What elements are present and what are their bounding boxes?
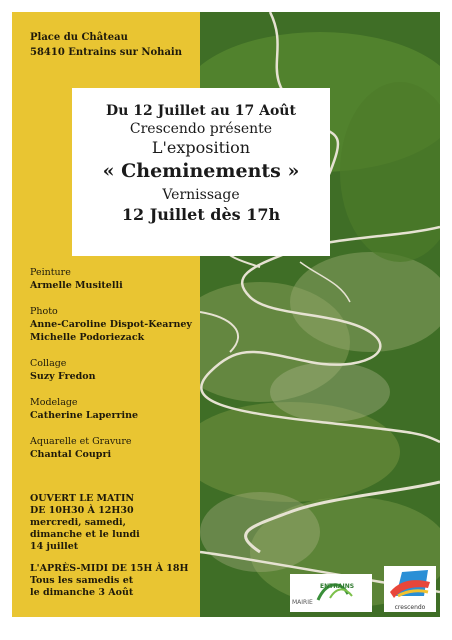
credit-role: Aquarelle et Gravure [30, 436, 132, 447]
address-line-1: Place du Château [30, 32, 128, 43]
credit-role: Collage [30, 358, 67, 369]
credit-collage [30, 357, 198, 383]
artist-credits [30, 266, 198, 474]
credit-role: Photo [30, 306, 58, 317]
credit-painting [30, 266, 198, 292]
vernissage-label: Vernissage [162, 187, 240, 203]
morning-days: mercredi, samedi, [30, 517, 126, 528]
artist-name: Suzy Fredon [30, 371, 96, 382]
crescendo-label: crescendo [394, 604, 426, 611]
morning-days: 14 juillet [30, 541, 79, 552]
crescendo-logo [384, 566, 436, 612]
mairie-entrains-logo [290, 574, 372, 612]
morning-hours [30, 493, 198, 553]
exhibition-intro: L'exposition [151, 138, 251, 157]
crescendo-logo-mark [384, 566, 436, 606]
morning-time: DE 10H30 À 12H30 [30, 505, 134, 516]
presenter-line: Crescendo présente [129, 121, 273, 137]
address-line-2: 58410 Entrains sur Nohain [30, 47, 182, 58]
morning-title: OUVERT LE MATIN [30, 493, 135, 504]
credit-photo [30, 305, 198, 344]
exhibition-name: « Cheminements » [102, 160, 300, 182]
credit-modelage [30, 396, 198, 422]
artist-name: Anne-Caroline Dispot-Kearney [30, 319, 192, 330]
artist-name: Armelle Musitelli [30, 280, 123, 291]
credit-role: Modelage [30, 397, 78, 408]
mairie-logo-mark [290, 574, 372, 612]
mairie-prefix: MAIRIE [292, 599, 313, 606]
credit-role: Peinture [30, 267, 71, 278]
afternoon-title: L'APRÈS-MIDI DE 15H À 18H [30, 563, 189, 574]
afternoon-hours [30, 563, 198, 599]
morning-days: dimanche et le lundi [30, 529, 140, 540]
artist-name: Chantal Coupri [30, 449, 112, 460]
opening-hours [30, 493, 198, 609]
artist-name: Michelle Podoriezack [30, 332, 145, 343]
poster [12, 12, 440, 617]
artist-name: Catherine Laperrine [30, 410, 139, 421]
credit-watercolor [30, 435, 198, 461]
address-block [30, 30, 182, 60]
vernissage-date: 12 Juillet dès 17h [121, 205, 281, 224]
afternoon-days: le dimanche 3 Août [30, 587, 134, 598]
title-box [72, 88, 330, 256]
exhibition-dates: Du 12 Juillet au 17 Août [106, 103, 296, 119]
afternoon-days: Tous les samedis et [30, 575, 134, 586]
mairie-name: ENTRAINS [320, 583, 355, 590]
